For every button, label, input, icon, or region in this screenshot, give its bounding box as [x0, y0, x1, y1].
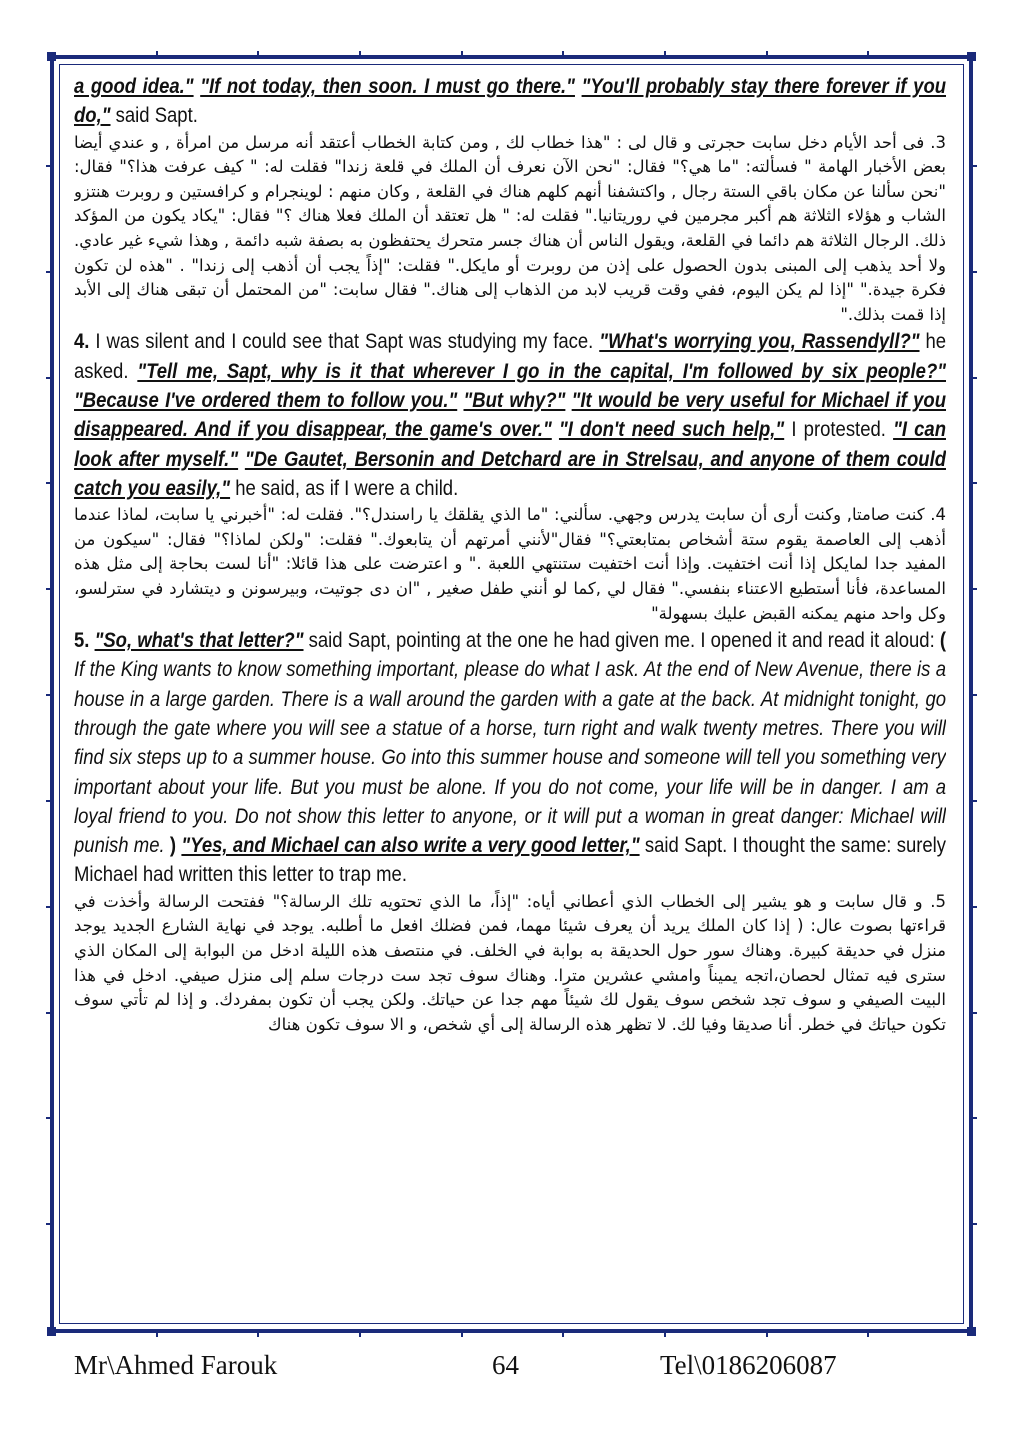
border-tick: [562, 51, 564, 59]
quote: "So, what's that letter?": [94, 628, 304, 653]
border-tick: [46, 165, 54, 167]
border-tick: [257, 1329, 259, 1337]
quote: "What's worrying you, Rassendyll?": [599, 329, 920, 354]
narration: said Sapt.: [110, 103, 198, 128]
page-content: [74, 72, 946, 1312]
paragraph-3-english: [74, 72, 946, 131]
narration: he asked.: [74, 329, 946, 383]
border-tick: [969, 1012, 977, 1014]
border-tick: [867, 1329, 869, 1337]
paragraph-3-arabic: 3. فى أحد الأيام دخل سابت حجرتى و قال لى : "هذا خطاب لك , ومن كتابة الخطاب أعتقد أنه مرسل من امرأة , و عندي أيضا بعض الأخبار الهامة " فسألته: "ما هي؟" فقال: "نحن الآن نعرف أن الملك في قلعة زندا" فقلت له: " كيف عرفت هذا؟" فقال: "نحن سألنا عن مكان باقي الستة رجال , واكتشفنا أنهم كلهم هناك في القلعة , وكان منهم : لوينجرام و كرافستين و روبرت هنتزو الشاب و هؤلاء الثلاثة هم أكبر مجرمين في روريتانيا." فقلت له: " هل تعتقد أن الملك فعلا هناك ؟" فقال: "يكاد يكون من المؤكد ذلك. الرجال الثلاثة هم دائما في القلعة، ويقول الناس أن هناك جسر متحرك يحتفظون به بصفة شبه دائمة , وهذا شيء غير عادي. ولا أحد يذهب إلى المبنى بدون الحصول على إذن من روبرت أو مايكل." فقلت: "إذاً يجب أن أذهب إلى زندا" . "هذه لن تكون فكرة جيدة." "إذا لم يكن اليوم، ففي وقت قريب لابد من الذهاب إلى هناك." فقال سابت: "من المحتمل أن تبقى هناك إلى الأبد إذا قمت بذلك.": [74, 132, 946, 324]
paragraph-4-english: [74, 327, 946, 503]
border-tick: [969, 1117, 977, 1119]
border-tick: [969, 694, 977, 696]
border-tick: [867, 51, 869, 59]
border-tick: [46, 271, 54, 273]
border-corner: [47, 52, 56, 61]
border-tick: [664, 51, 666, 59]
border-corner: [967, 52, 976, 61]
border-tick: [156, 1329, 158, 1337]
narration: said Sapt. I thought the same: surely Michael had written this letter to trap me.: [74, 833, 946, 887]
border-tick: [359, 1329, 361, 1337]
border-tick: [359, 51, 361, 59]
page-footer: [0, 1350, 1024, 1390]
border-tick: [969, 906, 977, 908]
border-tick: [46, 1223, 54, 1225]
border-tick: [969, 377, 977, 379]
quote: "You'll probably stay there forever if you do,": [74, 74, 946, 128]
border-tick: [969, 1223, 977, 1225]
paren-close: ): [169, 833, 177, 858]
quote: "It would be very useful for Michael if you disappeared. And if you disappear, the game's over.": [74, 387, 946, 442]
border-tick: [969, 482, 977, 484]
border-tick: [46, 1117, 54, 1119]
quote: "I can look after myself.": [74, 417, 946, 471]
border-tick: [46, 694, 54, 696]
border-tick: [969, 165, 977, 167]
narration: said Sapt, pointing at the one he had given me. I opened it and read it aloud:: [303, 628, 940, 653]
quote: "Tell me, Sapt, why is it that wherever I go in the capital, I'm followed by six people?": [137, 358, 946, 383]
border-tick: [766, 51, 768, 59]
phone-number: Tel\0186206087: [660, 1350, 837, 1380]
paren-open: (: [939, 628, 946, 653]
border-tick: [46, 800, 54, 802]
border-tick: [461, 1329, 463, 1337]
paragraph-number: 5.: [74, 628, 90, 653]
border-tick: [562, 1329, 564, 1337]
border-tick: [257, 51, 259, 59]
quote: "But why?": [463, 387, 566, 412]
border-tick: [969, 800, 977, 802]
border-tick: [46, 906, 54, 908]
paragraph-number: 4.: [74, 329, 90, 354]
quote: "Because I've ordered them to follow you.": [74, 387, 458, 412]
quote: "De Gautet, Bersonin and Detchard are in Strelsau, and anyone of them could catch you easily,": [74, 446, 946, 500]
author-name: Mr\Ahmed Farouk: [74, 1350, 278, 1380]
border-corner: [967, 1327, 976, 1336]
border-tick: [969, 271, 977, 273]
border-tick: [461, 51, 463, 59]
quote: "Yes, and Michael can also write a very good letter,": [181, 833, 640, 858]
paragraph-5-english: [74, 626, 946, 890]
quote: "I don't need such help,": [558, 417, 785, 442]
letter-text: If the King wants to know something important, please do what I ask. At the end of New Avenue, there is a house in a large garden. There is a wall around the garden with a gate at the back. At midnight tonight, go through the gate where you will see a statue of a horse, turn right and walk twenty metres. There you will find six steps up to a summer house. Go into this summer house and someone will tell you something very important about your life. But you must be alone. If you do not come, your life will be in danger. I am a loyal friend to you. Do not show this letter to anyone, or it will put a woman in great danger: Michael will punish me.: [74, 657, 946, 858]
paragraph-4-arabic: 4. كنت صامتا, وكنت أرى أن سابت يدرس وجهي. سألني: "ما الذي يقلقك يا راسندل؟". فقلت له: "أخبرني يا سابت، لماذا عندما أذهب إلى العاصمة يقوم ستة أشخاص بمتابعتي؟" فقال"لأنني أمرتهم أن يتابعوك." فقلت: "ولكن لماذا؟" فقال: "سيكون من المفيد جدا لمايكل إذا أنت اختفيت. وإذا أنت اختفيت ستنتهي اللعبة ." و اعترضت على هذا قائلا: "أنا لست بحاجة إلى مثل هذه المساعدة، فأنا أستطيع الاعتناء بنفسي." فقال لي ,كما لو أنني طفل صغير , "ان دى جوتيت، وبيرسونن و ديتشارد في سترلسو، وكل واحد منهم يمكنه القبض عليك بسهولة": [74, 505, 946, 623]
border-tick: [766, 1329, 768, 1337]
narration: I was silent and I could see that Sapt was studying my face.: [89, 329, 600, 354]
narration: he said, as if I were a child.: [230, 475, 459, 500]
border-corner: [47, 1327, 56, 1336]
quote: a good idea.": [74, 74, 194, 98]
narration: I protested.: [784, 417, 894, 442]
border-tick: [46, 1012, 54, 1014]
border-tick: [46, 482, 54, 484]
paragraph-5-arabic: 5. و قال سابت و هو يشير إلى الخطاب الذي أعطاني أياه: "إذاً، ما الذي تحتويه تلك الرسالة؟" ففتحت الرسالة وأخذت في قراءتها بصوت عال: ( إذا كان الملك يريد أن يعرف شيئا مهما، فمن فضلك افعل ما أطلبه. يوجد في نهاية الشارع الجديد يوجد منزل في حديقة كبيرة. وهناك سور حول الحديقة به بوابة في الخلف. في منتصف هذه الليلة ادخل من البوابة إلى المكان الذي سترى فيه تمثال لحصان،اتجه يميناً وامشي عشرين مترا. وهناك سوف تجد ست درجات سلم إلى منزل صيفي. ادخل في هذا البيت الصيفي و سوف تجد شخص سوف يقول لك شيئاً مهم جدا عن حياتك. ولكن يجب أن تكون بمفردك. و إذا لم تأتي سوف تكون حياتك في خطر. أنا صديقا وفيا لك. لا تظهر هذه الرسالة إلى أي شخص، و الا سوف تكون هناك: [74, 891, 946, 1034]
quote: "If not today, then soon. I must go there.": [200, 74, 575, 98]
border-tick: [156, 51, 158, 59]
page-number: 64: [492, 1350, 519, 1380]
border-tick: [664, 1329, 666, 1337]
border-tick: [46, 377, 54, 379]
border-tick: [969, 588, 977, 590]
border-tick: [46, 588, 54, 590]
